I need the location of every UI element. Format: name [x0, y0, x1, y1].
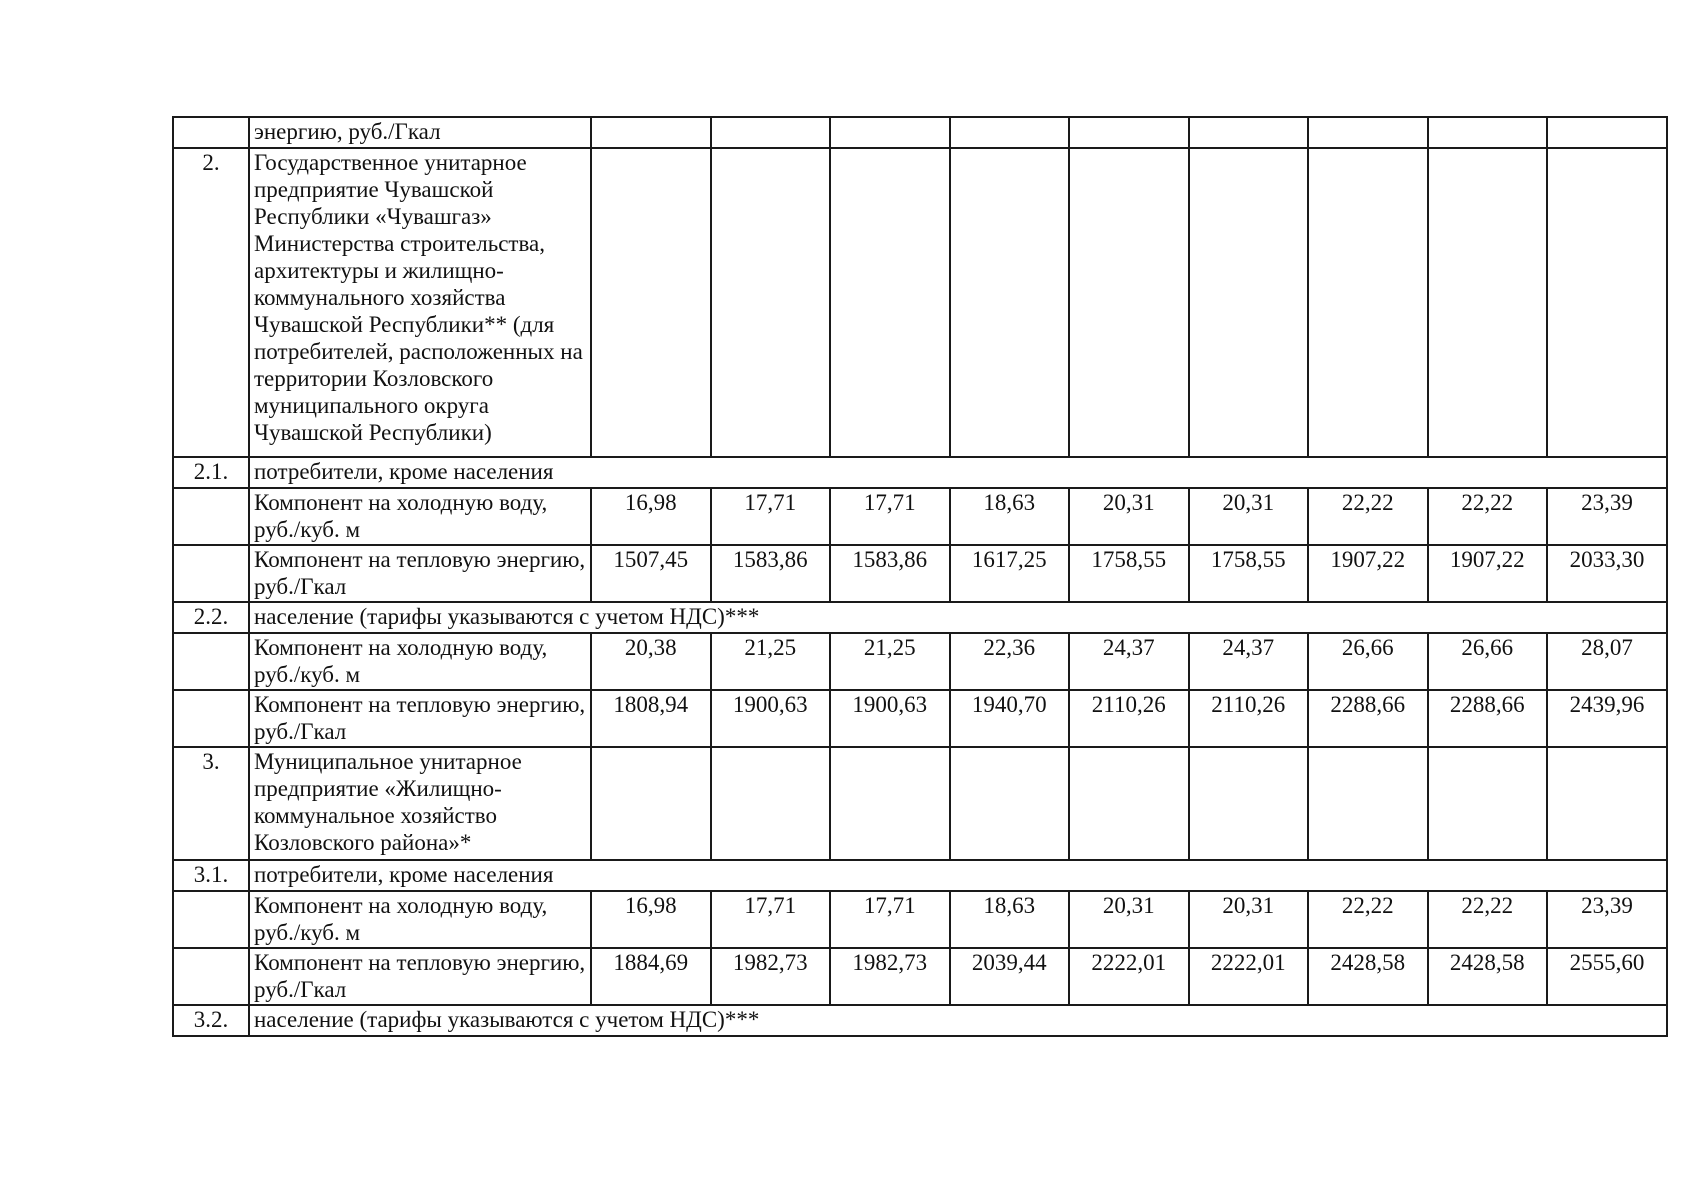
value-cell: 1583,86 [711, 545, 831, 602]
table-row [173, 747, 1667, 860]
value-cell [1428, 117, 1548, 148]
value-cell: 24,37 [1069, 633, 1189, 690]
value-cell: 17,71 [830, 891, 950, 948]
value-cell: 17,71 [711, 891, 831, 948]
row-label-cell: энергию, руб./Гкал [249, 117, 591, 148]
value-cell: 1583,86 [830, 545, 950, 602]
value-cell [1308, 117, 1428, 148]
value-cell: 2222,01 [1189, 948, 1309, 1005]
value-cell: 22,22 [1308, 488, 1428, 545]
value-cell [1547, 117, 1667, 148]
value-cell: 1982,73 [830, 948, 950, 1005]
value-cell [591, 117, 711, 148]
section-row [173, 457, 1667, 488]
row-number-cell [173, 545, 249, 602]
value-cell: 2033,30 [1547, 545, 1667, 602]
value-cell: 2222,01 [1069, 948, 1189, 1005]
value-cell: 2288,66 [1308, 690, 1428, 747]
table-row [173, 891, 1667, 948]
value-cell: 17,71 [830, 488, 950, 545]
row-number-cell: 3. [173, 747, 249, 860]
value-cell: 26,66 [1308, 633, 1428, 690]
value-cell [1189, 747, 1309, 860]
row-number-cell [173, 633, 249, 690]
value-cell [1428, 148, 1548, 457]
value-cell: 1507,45 [591, 545, 711, 602]
section-label-cell: население (тарифы указываются с учетом НДС)*** [249, 1005, 1667, 1036]
value-cell: 1982,73 [711, 948, 831, 1005]
value-cell: 20,31 [1189, 891, 1309, 948]
section-row [173, 1005, 1667, 1036]
value-cell [711, 747, 831, 860]
value-cell: 2428,58 [1308, 948, 1428, 1005]
row-label-cell: Компонент на тепловую энергию, руб./Гкал [249, 948, 591, 1005]
value-cell [1308, 747, 1428, 860]
tariff-table [172, 116, 1668, 1037]
value-cell [711, 148, 831, 457]
value-cell [1069, 747, 1189, 860]
value-cell: 23,39 [1547, 891, 1667, 948]
row-label-cell: Компонент на холодную воду, руб./куб. м [249, 488, 591, 545]
table-row [173, 488, 1667, 545]
row-number-cell: 3.1. [173, 860, 249, 891]
value-cell [1428, 747, 1548, 860]
value-cell: 1940,70 [950, 690, 1070, 747]
value-cell: 1900,63 [830, 690, 950, 747]
row-number-cell: 2.1. [173, 457, 249, 488]
value-cell: 1907,22 [1428, 545, 1548, 602]
value-cell: 2555,60 [1547, 948, 1667, 1005]
value-cell [1069, 148, 1189, 457]
row-number-cell [173, 891, 249, 948]
value-cell: 1808,94 [591, 690, 711, 747]
table-row [173, 690, 1667, 747]
value-cell: 22,22 [1308, 891, 1428, 948]
value-cell: 1758,55 [1069, 545, 1189, 602]
value-cell: 1758,55 [1189, 545, 1309, 602]
table-row [173, 633, 1667, 690]
value-cell [591, 148, 711, 457]
value-cell: 20,38 [591, 633, 711, 690]
row-number-cell [173, 690, 249, 747]
section-label-cell: население (тарифы указываются с учетом НДС)*** [249, 602, 1667, 633]
value-cell: 1884,69 [591, 948, 711, 1005]
value-cell: 1900,63 [711, 690, 831, 747]
table-row [173, 948, 1667, 1005]
value-cell: 2428,58 [1428, 948, 1548, 1005]
value-cell: 1907,22 [1308, 545, 1428, 602]
value-cell: 2110,26 [1189, 690, 1309, 747]
row-number-cell [173, 117, 249, 148]
value-cell: 2039,44 [950, 948, 1070, 1005]
value-cell [1189, 117, 1309, 148]
value-cell: 22,22 [1428, 488, 1548, 545]
value-cell: 2288,66 [1428, 690, 1548, 747]
section-row [173, 860, 1667, 891]
row-label-cell: Компонент на холодную воду, руб./куб. м [249, 633, 591, 690]
value-cell: 22,22 [1428, 891, 1548, 948]
value-cell [950, 747, 1070, 860]
value-cell: 16,98 [591, 891, 711, 948]
value-cell: 17,71 [711, 488, 831, 545]
value-cell: 22,36 [950, 633, 1070, 690]
row-number-cell [173, 488, 249, 545]
value-cell [830, 117, 950, 148]
value-cell [591, 747, 711, 860]
value-cell [830, 148, 950, 457]
row-number-cell: 2. [173, 148, 249, 457]
value-cell: 16,98 [591, 488, 711, 545]
value-cell: 21,25 [711, 633, 831, 690]
value-cell: 28,07 [1547, 633, 1667, 690]
value-cell [1069, 117, 1189, 148]
row-label-cell: Компонент на тепловую энергию, руб./Гкал [249, 690, 591, 747]
value-cell: 18,63 [950, 488, 1070, 545]
section-label-cell: потребители, кроме населения [249, 457, 1667, 488]
value-cell [1547, 747, 1667, 860]
row-number-cell [173, 948, 249, 1005]
value-cell: 20,31 [1069, 488, 1189, 545]
value-cell [950, 148, 1070, 457]
row-number-cell: 3.2. [173, 1005, 249, 1036]
value-cell: 1617,25 [950, 545, 1070, 602]
value-cell: 21,25 [830, 633, 950, 690]
table-row [173, 148, 1667, 457]
value-cell: 26,66 [1428, 633, 1548, 690]
value-cell: 20,31 [1189, 488, 1309, 545]
table-row [173, 117, 1667, 148]
row-label-cell: Компонент на тепловую энергию, руб./Гкал [249, 545, 591, 602]
row-label-cell: Государственное унитарное предприятие Чувашской Республики «Чувашгаз» Министерства строительства, архитектуры и жилищно-коммунального хозяйства Чувашской Республики** (для потребителей, расположенных на территории Козловского муниципального округа Чувашской Республики) [249, 148, 591, 457]
value-cell [950, 117, 1070, 148]
value-cell [711, 117, 831, 148]
table-row [173, 545, 1667, 602]
value-cell [830, 747, 950, 860]
section-row [173, 602, 1667, 633]
value-cell: 23,39 [1547, 488, 1667, 545]
value-cell: 2110,26 [1069, 690, 1189, 747]
section-label-cell: потребители, кроме населения [249, 860, 1667, 891]
value-cell [1547, 148, 1667, 457]
value-cell [1189, 148, 1309, 457]
row-label-cell: Муниципальное унитарное предприятие «Жилищно-коммунальное хозяйство Козловского района»* [249, 747, 591, 860]
value-cell [1308, 148, 1428, 457]
row-label-cell: Компонент на холодную воду, руб./куб. м [249, 891, 591, 948]
row-number-cell: 2.2. [173, 602, 249, 633]
value-cell: 18,63 [950, 891, 1070, 948]
value-cell: 2439,96 [1547, 690, 1667, 747]
value-cell: 20,31 [1069, 891, 1189, 948]
tariff-table-body [173, 117, 1667, 1036]
value-cell: 24,37 [1189, 633, 1309, 690]
